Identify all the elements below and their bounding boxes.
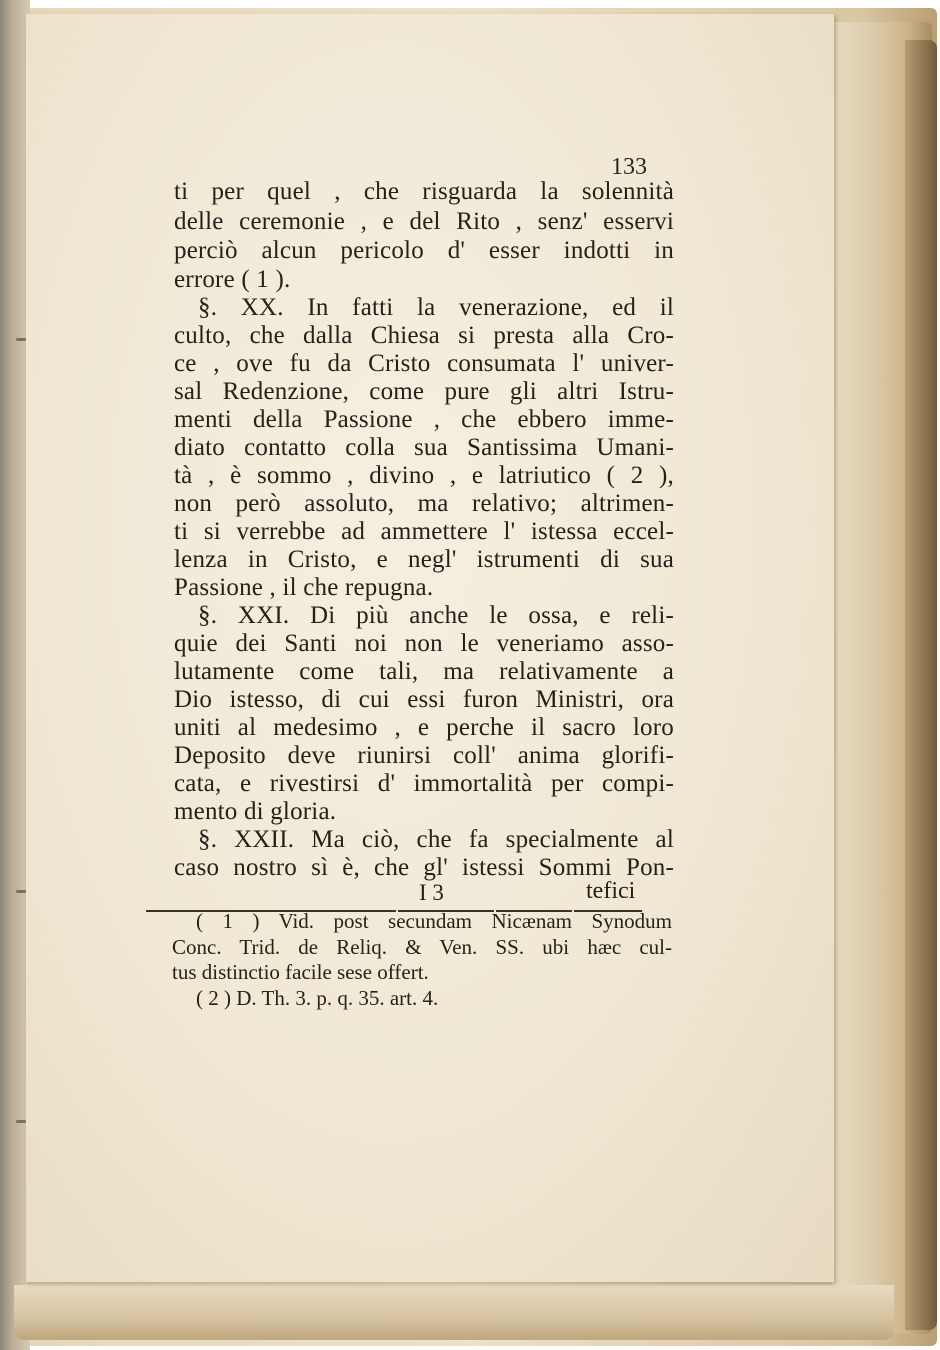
text-line: perciò alcun pericolo d' esser indotti in	[174, 237, 674, 264]
paragraph-xx-start: §. XX. In fatti la venerazione, ed il	[198, 294, 674, 321]
text-line: culto, che dalla Chiesa si presta alla Cro-	[174, 322, 674, 349]
binding-stitch	[16, 890, 26, 893]
text-line: Deposito deve riunirsi coll' anima glorifi-	[174, 742, 674, 769]
text-line: ti si verrebbe ad ammettere l' istessa eccel-	[174, 518, 674, 545]
text-line: cata, e rivestirsi d' immortalità per compi-	[174, 770, 674, 797]
footnote-line: tus distinctio facile sese offert.	[172, 960, 429, 984]
page-edges-bottom	[14, 1285, 894, 1340]
book-page	[26, 14, 834, 1282]
text-line: ti per quel , che risguarda la solennità	[174, 178, 674, 205]
catchword: tefici	[586, 878, 636, 904]
text-line: uniti al medesimo , e perche il sacro loro	[174, 714, 674, 741]
text-line: menti della Passione , che ebbero imme-	[174, 406, 674, 433]
text-line: errore ( 1 ).	[174, 266, 291, 293]
text-line: sal Redenzione, come pure gli altri Istru-	[174, 378, 674, 405]
signature-mark: I 3	[419, 880, 444, 905]
text-line: Passione , il che repugna.	[174, 574, 434, 601]
footnote-2: ( 2 ) D. Th. 3. p. q. 35. art. 4.	[196, 986, 439, 1010]
text-line: Dio istesso, di cui essi furon Ministri, ora	[174, 686, 674, 713]
page-number: 133	[611, 154, 647, 180]
binding-stitch	[16, 1120, 26, 1123]
text-line: lutamente come tali, ma relativamente a	[174, 658, 674, 685]
paragraph-xxi-start: §. XXI. Di più anche le ossa, e reli-	[198, 602, 674, 629]
text-line: diato contatto colla sua Santissima Umani-	[174, 434, 674, 461]
footnote-1: ( 1 ) Vid. post secundam Nicænam Synodum	[196, 909, 672, 933]
footnote-line: Conc. Trid. de Reliq. & Ven. SS. ubi hæc cul-	[172, 935, 672, 959]
text-line: non però assoluto, ma relativo; altrimen-	[174, 490, 674, 517]
text-line: lenza in Cristo, e negl' istrumenti di sua	[174, 546, 674, 573]
text-line: delle ceremonie , e del Rito , senz' esservi	[174, 208, 674, 235]
text-line: caso nostro sì è, che gl' istessi Sommi Pon-	[174, 854, 674, 881]
paragraph-xxii-start: §. XXII. Ma ciò, che fa specialmente al	[198, 826, 674, 853]
text-line: tà , è sommo , divino , e latriutico ( 2 ),	[174, 462, 674, 489]
text-line: mento di gloria.	[174, 798, 337, 825]
binding-stitch	[16, 338, 26, 341]
text-line: quie dei Santi noi non le veneriamo asso-	[174, 630, 674, 657]
text-line: ce , ove fu da Cristo consumata l' univer-	[174, 350, 674, 377]
cover-edge	[905, 40, 937, 1330]
